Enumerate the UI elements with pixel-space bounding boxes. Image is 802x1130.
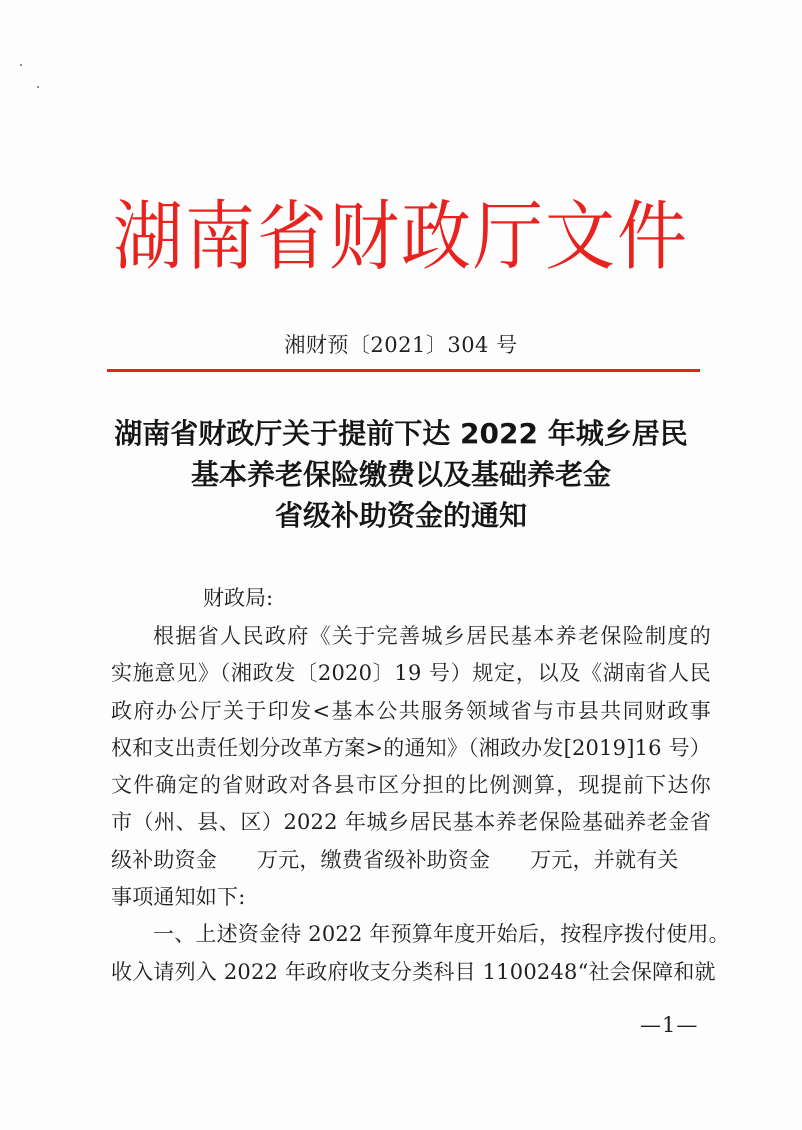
body-line: 收入请列入 2022 年政府收支分类科目 1100248“社会保障和就 bbox=[111, 959, 716, 984]
body-line: 事项通知如下: bbox=[111, 885, 246, 910]
title-line-1: 湖南省财政厅关于提前下达 2022 年城乡居民 bbox=[114, 417, 688, 450]
page-number: —1— bbox=[640, 1013, 699, 1037]
document-title bbox=[90, 413, 712, 536]
body-fragment: 万元，并就有关 bbox=[530, 847, 679, 872]
body-line-with-blanks bbox=[111, 842, 711, 879]
document-body bbox=[111, 618, 730, 991]
title-line-3: 省级补助资金的通知 bbox=[274, 499, 527, 532]
scan-speck bbox=[20, 64, 22, 66]
body-line: 政府办公厅关于印发<基本公共服务领域省与市县共同财政事 bbox=[111, 698, 711, 723]
body-line: 一、上述资金待 2022 年预算年度开始后，按程序拨付使用。 bbox=[153, 922, 730, 947]
body-fragment: 万元，缴费省级补助资金 bbox=[257, 847, 491, 872]
title-line-2: 基本养老保险缴费以及基础养老金 bbox=[190, 458, 611, 491]
body-fragment: 级补助资金 bbox=[111, 847, 217, 872]
body-line: 根据省人民政府《关于完善城乡居民基本养老保险制度的 bbox=[153, 624, 711, 648]
body-line: 实施意见》（湘政发〔2020〕19 号）规定，以及《湖南省人民 bbox=[111, 661, 711, 686]
document-masthead: 湖南省财政厅文件 bbox=[113, 192, 689, 281]
body-line: 市（州、县、区）2022 年城乡居民基本养老保险基础养老金省 bbox=[111, 810, 711, 835]
scan-speck bbox=[37, 86, 39, 88]
document-number: 湘财预〔2021〕304 号 bbox=[284, 333, 518, 357]
body-line: 文件确定的省财政对各县市区分担的比例测算，现提前下达你 bbox=[111, 773, 711, 798]
red-divider-line bbox=[107, 369, 700, 372]
body-line: 权和支出责任划分改革方案>的通知》（湘政办发[2019]16 号） bbox=[111, 735, 711, 760]
salutation: 财政局: bbox=[203, 586, 274, 610]
